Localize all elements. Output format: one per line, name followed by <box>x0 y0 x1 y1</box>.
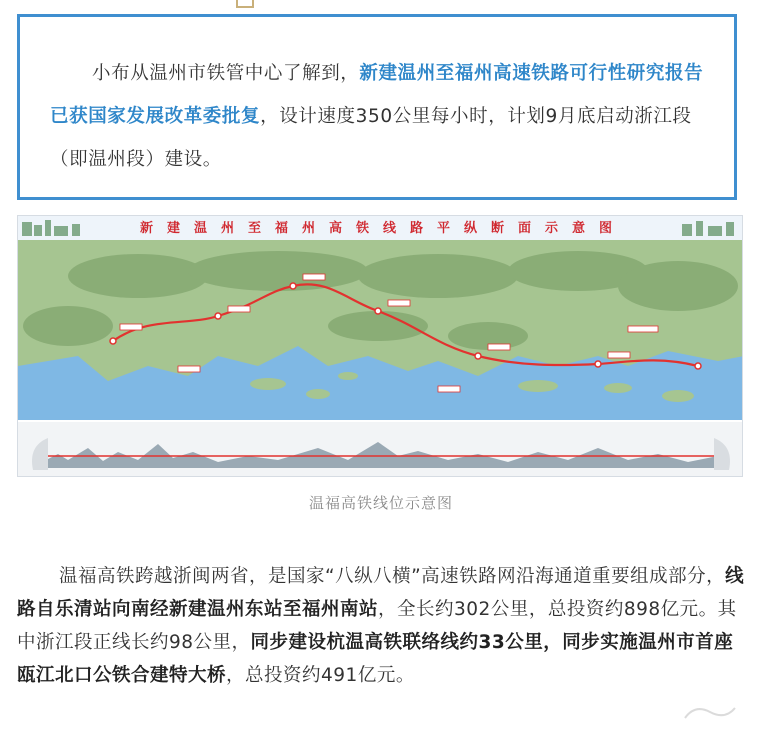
top-ornament <box>236 0 254 8</box>
body-text-2: ，全长约302公里，总投资约898亿元。其中浙江段正线长约98公里， <box>17 599 737 653</box>
body-text-1: 温福高铁跨越浙闽两省，是国家“八纵八横”高速铁路网沿海通道重要组成部分， <box>59 566 726 587</box>
map-title: 新建温州至福州高铁线路平纵断面示意图 <box>139 221 626 236</box>
route-map-graphic <box>18 216 743 477</box>
body-text-3: ，总投资约491亿元。 <box>226 665 415 686</box>
intro-text-2: ，设计速度350公里每小时，计划9月底启动浙江段（即温州段）建设。 <box>50 106 692 170</box>
intro-paragraph <box>50 52 722 181</box>
body-bold-1: 线路自乐清站向南经新建温州东站至福州南站 <box>17 566 745 620</box>
intro-highlight: 新建温州至福州高速铁路可行性研究报告已获国家发展改革委批复 <box>50 63 704 127</box>
route-map-image <box>17 215 743 477</box>
intro-box <box>17 14 737 200</box>
body-paragraph <box>17 560 745 692</box>
image-caption: 温福高铁线位示意图 <box>308 494 453 512</box>
intro-text-1: 小布从温州市铁管中心了解到， <box>92 63 360 84</box>
body-bold-2: 同步建设杭温高铁联络线约33公里，同步实施温州市首座瓯江北口公铁合建特大桥 <box>17 632 734 686</box>
watermark-logo <box>680 700 740 724</box>
